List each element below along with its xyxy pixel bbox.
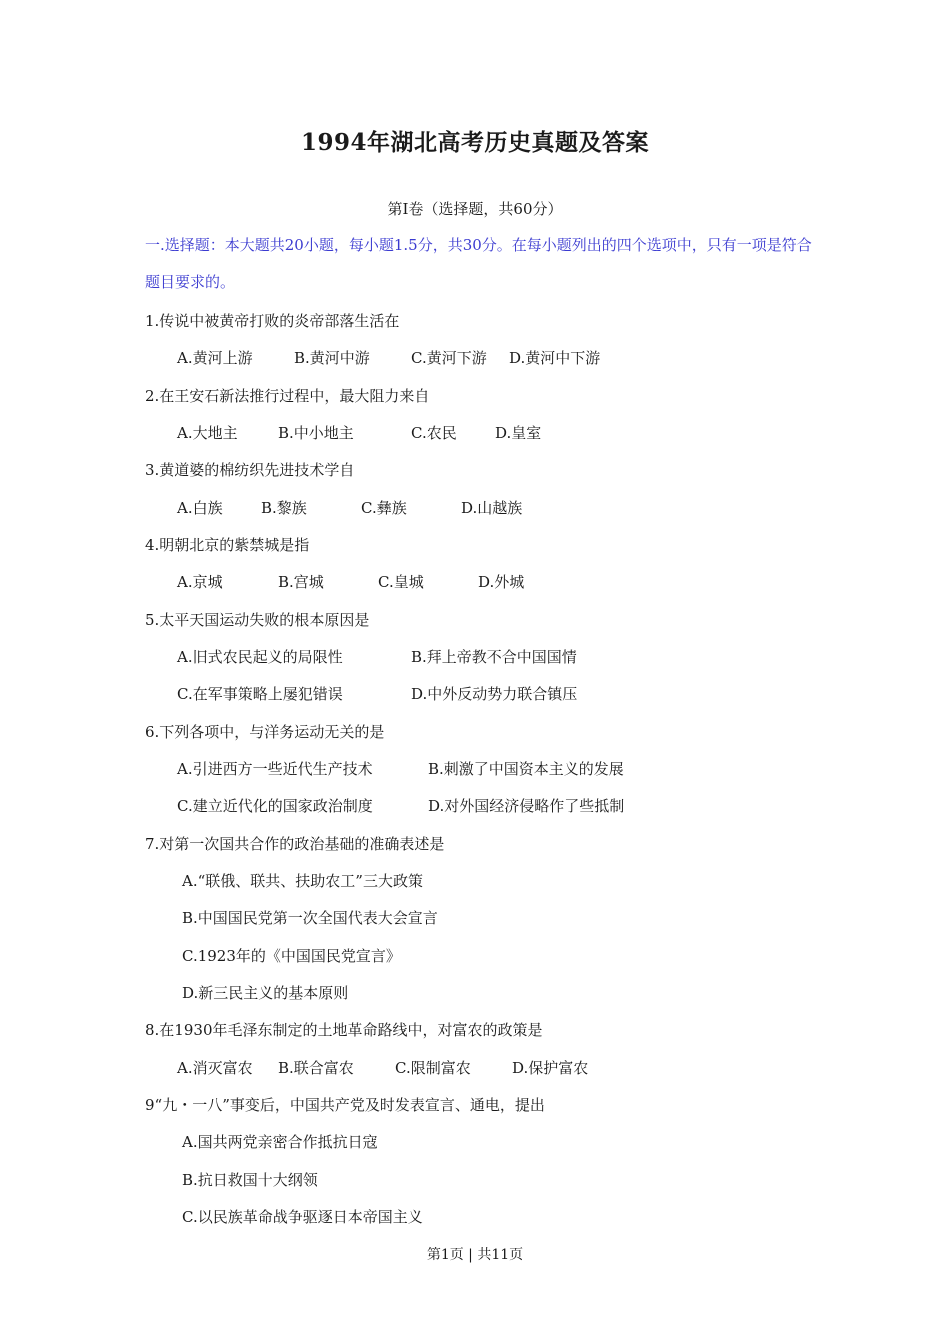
page-title: 1994年湖北高考历史真题及答案 xyxy=(300,129,649,156)
option: B.黎族 xyxy=(261,499,307,517)
option: D.山越族 xyxy=(461,499,523,517)
option: D.中外反动势力联合镇压 xyxy=(411,685,578,703)
option: B.黄河中游 xyxy=(294,349,370,367)
option: A.引进西方一些近代生产技术 xyxy=(177,760,373,778)
option: A.大地主 xyxy=(177,424,238,442)
option: D.外城 xyxy=(478,573,525,591)
option: C.以民族革命战争驱逐日本帝国主义 xyxy=(182,1208,423,1226)
option: A.黄河上游 xyxy=(177,349,253,367)
option: B.刺激了中国资本主义的发展 xyxy=(428,760,624,778)
option: B.抗日救国十大纲领 xyxy=(182,1171,318,1189)
option: B.联合富农 xyxy=(278,1059,354,1077)
option: C.黄河下游 xyxy=(411,349,487,367)
question-stem: 2.在王安石新法推行过程中，最大阻力来自 xyxy=(145,387,430,405)
option: C.在军事策略上屡犯错误 xyxy=(177,685,343,703)
option: B.中国国民党第一次全国代表大会宣言 xyxy=(182,909,438,927)
option: C.限制富农 xyxy=(395,1059,471,1077)
option: D.皇室 xyxy=(495,424,542,442)
option: B.宫城 xyxy=(278,573,324,591)
question-stem: 7.对第一次国共合作的政治基础的准确表述是 xyxy=(145,835,445,853)
option: A.旧式农民起义的局限性 xyxy=(177,648,343,666)
option: A.消灭富农 xyxy=(177,1059,253,1077)
option: A.国共两党亲密合作抵抗日寇 xyxy=(182,1133,378,1151)
option: C.农民 xyxy=(411,424,457,442)
question-stem: 5.太平天国运动失败的根本原因是 xyxy=(145,611,370,629)
option: D.对外国经济侵略作了些抵制 xyxy=(428,797,625,815)
question-stem: 9“九・一八”事变后，中国共产党及时发表宣言、通电，提出 xyxy=(145,1096,545,1114)
option: C.皇城 xyxy=(378,573,424,591)
option: B.中小地主 xyxy=(278,424,354,442)
option: C.建立近代化的国家政治制度 xyxy=(177,797,373,815)
option: A.白族 xyxy=(177,499,223,517)
option: A.“联俄、联共、扶助农工”三大政策 xyxy=(182,872,423,890)
page-footer: 第1页 | 共11页 xyxy=(426,1247,524,1263)
question-stem: 6.下列各项中，与洋务运动无关的是 xyxy=(145,723,385,741)
option: C.彝族 xyxy=(361,499,407,517)
option: D.黄河中下游 xyxy=(509,349,601,367)
instructions: 一.选择题：本大题共20小题，每小题1.5分，共30分。在每小题列出的四个选项中，只有一项是符合题目要求的。 xyxy=(145,236,812,291)
section-subtitle: 第Ⅰ卷（选择题，共60分） xyxy=(387,200,563,218)
option: A.京城 xyxy=(177,573,223,591)
option: B.拜上帝教不合中国国情 xyxy=(411,648,577,666)
option: D.保护富农 xyxy=(512,1059,589,1077)
option: D.新三民主义的基本原则 xyxy=(182,984,349,1002)
question-stem: 3.黄道婆的棉纺织先进技术学自 xyxy=(145,461,355,479)
question-stem: 1.传说中被黄帝打败的炎帝部落生活在 xyxy=(145,312,400,330)
question-stem: 4.明朝北京的紫禁城是指 xyxy=(145,536,310,554)
option: C.1923年的《中国国民党宣言》 xyxy=(182,947,401,965)
question-stem: 8.在1930年毛泽东制定的土地革命路线中，对富农的政策是 xyxy=(145,1021,543,1039)
